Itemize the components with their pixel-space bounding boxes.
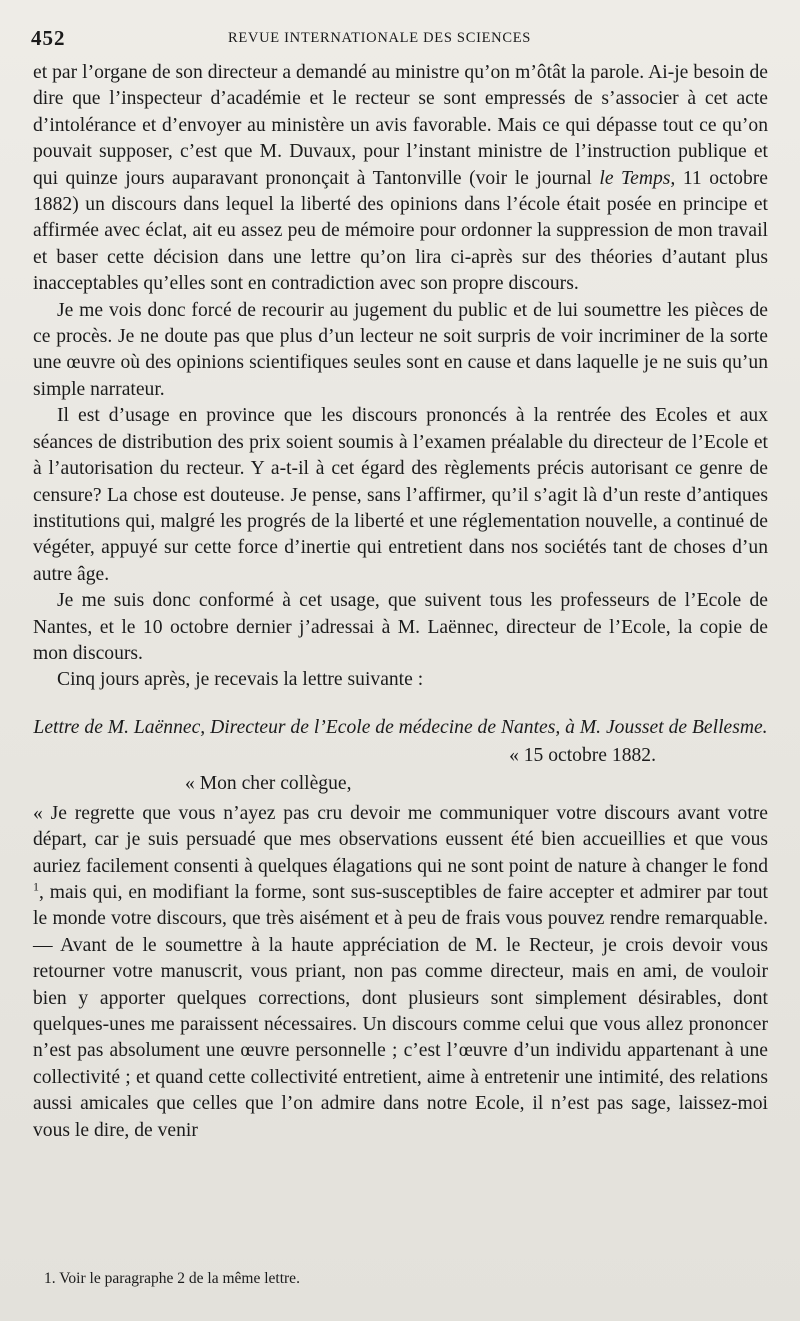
letter-paragraph: « Je regrette que vous n’ayez pas cru devoir me communiquer votre discours avant votre départ, car je suis persuadé que mes observations eussent été bien accueillies et que vous auriez facilement consenti à quelques élagations qui ne sont point de nature à changer le fond $^1$, mais qui, en modifiant la forme, sont sus-susceptibles de faire accepter et admirer par tout le monde votre discours, que très aisément et à peu de frais vous pouvez rendre remarquable. — Avant de le soumettre à la haute appréciation de M. le Recteur, je crois devoir vous retourner votre manuscrit, vous priant, non pas comme directeur, mais en ami, de vouloir bien y apporter quelques corrections, dont plusieurs sont simplement désirables, dont quelques-unes me paraissent nécessaires. Un discours comme celui que vous allez prononcer n’est pas absolument une œuvre personnelle ; c’est l’œuvre d’un individu appartenant à une collectivité ; et quand cette collectivité entretient, aime à entretenir une intimité, des relations aussi amicales que celles que l’on admire dans notre Ecole, il n’est pas sage, laissez-moi vous le dire, de venir [33, 802, 768, 1141]
paragraph-2: Je me vois donc forcé de recourir au jugement du public et de lui soumettre les pièces de ce procès. Je ne doute pas que plus d’un lecteur ne soit surpris de voir incriminer de la sorte une œuvre où des opinions scientifiques seules sont en cause et dans laquelle je ne suis qu’un simple narrateur. [33, 299, 768, 400]
paragraph-4: Je me suis donc conformé à cet usage, que suivent tous les professeurs de l’Ecole de Nantes, et le 10 octobre dernier j’adressai à M. Laënnec, directeur de l’Ecole, la copie de mon discours. [33, 590, 768, 664]
letter-date: « 15 octobre 1882. [509, 744, 656, 766]
running-title: REVUE INTERNATIONALE DES SCIENCES [228, 30, 532, 46]
letter-text [33, 801, 768, 1144]
newspaper-title: le Temps, [599, 167, 676, 189]
article-body [33, 60, 768, 1144]
letter-salutation: « Mon cher collègue, [185, 772, 352, 794]
paragraph-3: Il est d’usage en province que les discours prononcés à la rentrée des Ecoles et aux séances de distribution des prix soient soumis à l’examen préalable du directeur de l’Ecole et à l’autorisation du recteur. Y a-t-il à cet égard des règlements précis autorisant ce genre de censure? La chose est douteuse. Je pense, sans l’affirmer, qu’il s’agit là d’un reste d’antiques institutions qui, malgré les progrés de la liberté et une réglementation nouvelle, a continué de végéter, appuyé sur cette force d’inertie qui entretient dans nos sociétés tant de choses d’un autre âge. [33, 405, 768, 585]
page-number: 452 [31, 26, 66, 50]
footnote: 1. Voir le paragraphe 2 de la même lettre. [44, 1270, 300, 1287]
page-header [31, 26, 770, 52]
paragraph-5: Cinq jours après, je recevais la lettre suivante : [57, 669, 424, 691]
letter-heading: Lettre de M. Laënnec, Directeur de l’Ecole de médecine de Nantes, à M. Jousset de Bellesme. [33, 716, 768, 738]
paragraph-1: et par l’organe de son directeur a demandé au ministre qu’on m’ôtât la parole. Ai-je besoin de dire que l’inspecteur d’académie et le recteur se sont empressés de s’associer à cet acte d’intolérance et d’envoyer au ministère un avis favorable. Mais ce qui dépasse tout ce qu’on pouvait supposer, c’est que M. Duvaux, pour l’instant ministre de l’instruction publique et qui quinze jours auparavant prononçait à Tantonville (voir le journal le Temps, 11 octobre 1882) un discours dans lequel la liberté des opinions dans l’école était posée en principe et affirmée avec éclat, ait eu assez peu de mémoire pour ordonner la suppression de mon travail et baser cette décision dans une lettre qu’on lira ci-après sur des théories d’autant plus inacceptables qu’elles sont en contradiction avec son propre discours. [33, 62, 768, 295]
footnote-marker: 1 [33, 879, 39, 894]
